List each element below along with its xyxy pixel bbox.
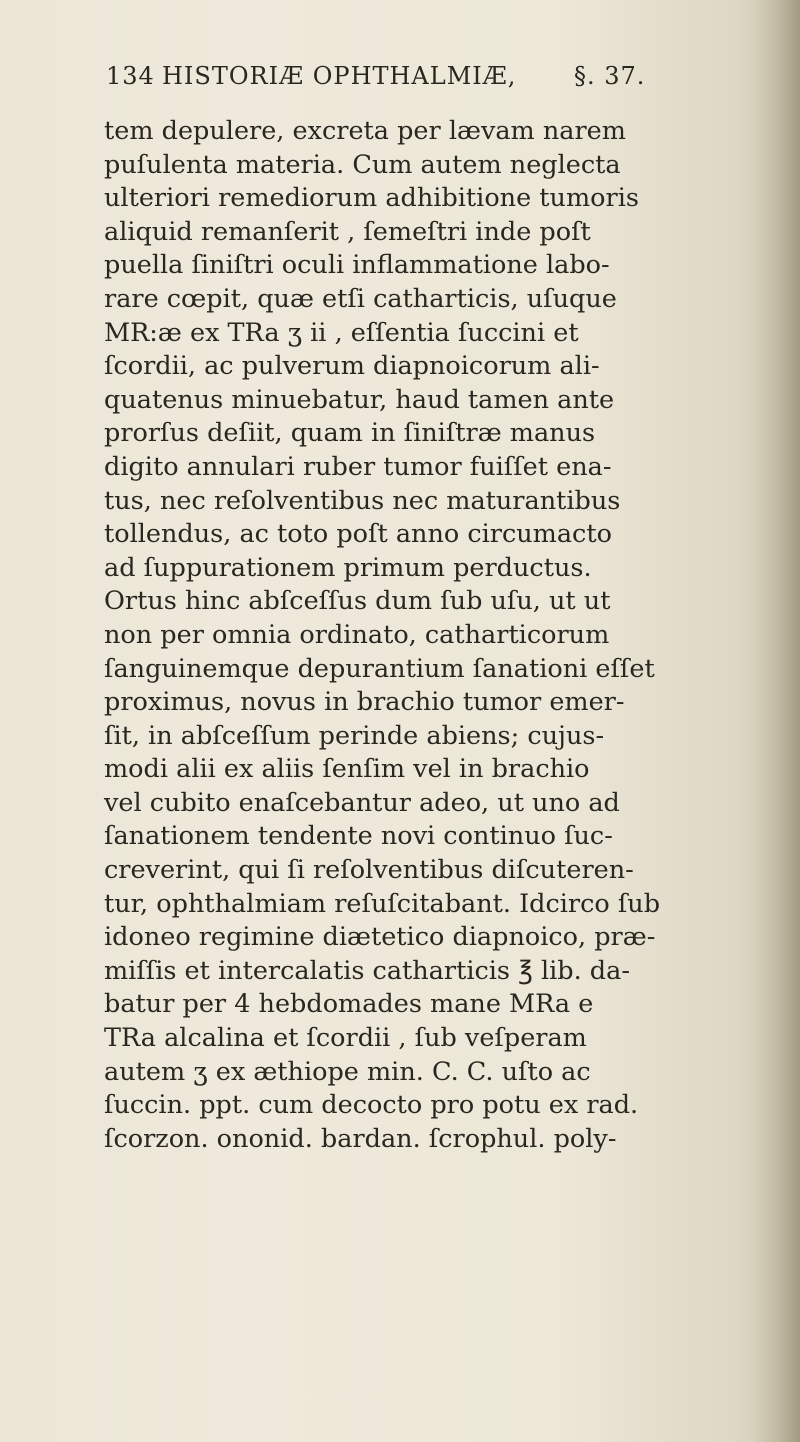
text-line: puella ſiniſtri oculi inflammatione labo-: [104, 250, 610, 281]
text-line: ſanguinemque depurantium ſanationi eſſet: [104, 653, 655, 684]
text-line: non per omnia ordinato, catharticorum: [104, 619, 610, 650]
text-line: Ortus hinc abſceſſus dum ſub uſu, ut ut: [104, 586, 611, 617]
text-line: creverint, qui ſi reſolventibus diſcuteren-: [104, 855, 634, 886]
text-line: ſcordii, ac pulverum diapnoicorum ali-: [104, 351, 600, 382]
text-line: tus, nec reſolventibus nec maturantibus: [104, 485, 621, 516]
body-text: [104, 115, 764, 1156]
text-line: tem depulere, excreta per lævam narem: [104, 116, 626, 146]
text-line: proximus, novus in brachio tumor emer-: [104, 687, 625, 718]
text-line: ſcorzon. ononid. bardan. ſcrophul. poly-: [104, 1123, 617, 1154]
section-number: §. 37.: [574, 62, 646, 90]
text-line: ſit, in abſceſſum perinde abiens; cujus-: [104, 720, 605, 751]
text-line: idoneo regimine diætetico diapnoico, præ-: [104, 922, 656, 953]
page-number: 134: [106, 62, 155, 90]
text-line: miſſis et intercalatis catharticis ℥ lib. da-: [104, 955, 630, 986]
text-line: quatenus minuebatur, haud tamen ante: [104, 384, 615, 415]
text-line: aliquid remanſerit , ſemeſtri inde poſt: [104, 216, 591, 247]
text-line: TRa alcalina et ſcordii , ſub veſperam: [104, 1023, 587, 1054]
text-line: batur per 4 hebdomades mane MRa e: [104, 989, 594, 1020]
text-line: tollendus, ac toto poſt anno circumacto: [104, 519, 612, 550]
text-line: rare cœpit, quæ etſi catharticis, uſuque: [104, 283, 617, 314]
running-header: [106, 62, 736, 96]
text-line: ſuccin. ppt. cum decocto pro potu ex rad.: [104, 1090, 639, 1121]
text-line: MR:æ ex TRa ʒ ii , eſſentia ſuccini et: [104, 317, 579, 348]
text-line: puſulenta materia. Cum autem neglecta: [104, 149, 621, 180]
running-title: HISTORIÆ OPHTHALMIÆ,: [162, 62, 517, 90]
text-line: ad ſuppurationem primum perductus.: [104, 552, 592, 583]
text-line: prorſus deſiit, quam in ſiniſtræ manus: [104, 418, 596, 449]
text-line: autem ʒ ex æthiope min. C. C. uſto ac: [104, 1056, 591, 1087]
text-line: ſanationem tendente novi continuo ſuc-: [104, 821, 613, 852]
text-line: digito annulari ruber tumor fuiſſet ena-: [104, 451, 612, 482]
text-line: modi alii ex aliis ſenſim vel in brachio: [104, 754, 590, 785]
text-line: vel cubito enaſcebantur adeo, ut uno ad: [104, 787, 620, 818]
text-line: tur, ophthalmiam reſuſcitabant. Idcirco ſub: [104, 888, 661, 919]
text-line: ulteriori remediorum adhibitione tumoris: [104, 183, 639, 214]
